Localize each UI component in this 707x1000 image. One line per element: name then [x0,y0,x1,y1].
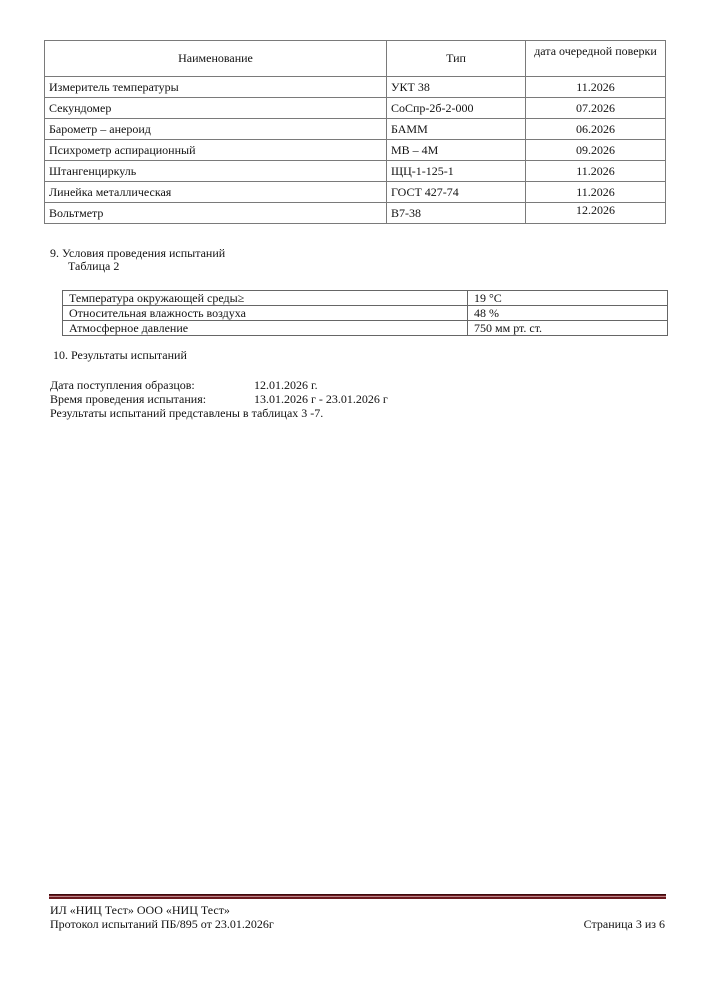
table-row [45,182,666,203]
equipment-type: МВ – 4М [387,140,526,161]
table-row [63,291,668,306]
equipment-type: УКТ 38 [387,77,526,98]
footer-protocol: Протокол испытаний ПБ/895 от 23.01.2026г [50,917,274,931]
condition-value: 48 % [468,306,668,321]
header-name: Наименование [45,41,387,77]
table-row [45,119,666,140]
verification-date: 11.2026 [526,161,666,182]
footer-page-number: Страница 3 из 6 [583,917,665,931]
condition-value: 750 мм рт. ст. [468,321,668,336]
verification-date: 09.2026 [526,140,666,161]
condition-label: Атмосферное давление [63,321,468,336]
equipment-type: СоСпр-2б-2-000 [387,98,526,119]
table-row [45,140,666,161]
header-verification-date: дата очередной поверки [526,41,666,77]
condition-label: Температура окружающей среды≥ [63,291,468,306]
results-note: Результаты испытаний представлены в таблицах 3 -7. [50,406,324,420]
section-9-heading: 9. Условия проведения испытаний [50,246,226,260]
table-row [63,306,668,321]
header-type: Тип [387,41,526,77]
condition-label: Относительная влажность воздуха [63,306,468,321]
table-row [45,98,666,119]
test-period-label: Время проведения испытания: [50,392,207,406]
verification-date: 07.2026 [526,98,666,119]
verification-date: 11.2026 [526,77,666,98]
table-row [45,77,666,98]
equipment-type: ГОСТ 427-74 [387,182,526,203]
receipt-date-value: 12.01.2026 г. [254,378,318,392]
footer-organization: ИЛ «НИЦ Тест» ООО «НИЦ Тест» [50,903,230,917]
receipt-date-label: Дата поступления образцов: [50,378,195,392]
table-row [45,161,666,182]
equipment-type: ЩЦ-1-125-1 [387,161,526,182]
verification-date: 12.2026 [526,203,666,224]
verification-date: 11.2026 [526,182,666,203]
equipment-type: БАММ [387,119,526,140]
equipment-name: Измеритель температуры [45,77,387,98]
equipment-type: В7-38 [387,203,526,224]
table-header-row [45,41,666,77]
equipment-table [44,40,666,224]
conditions-table [62,290,668,336]
table-2-caption: Таблица 2 [68,259,120,273]
test-period-value: 13.01.2026 г - 23.01.2026 г [254,392,388,406]
equipment-name: Вольтметр [45,203,387,224]
table-row [45,203,666,224]
equipment-name: Штангенциркуль [45,161,387,182]
equipment-name: Линейка металлическая [45,182,387,203]
condition-value: 19 °C [468,291,668,306]
verification-date: 06.2026 [526,119,666,140]
footer-divider [49,894,666,899]
table-row [63,321,668,336]
equipment-name: Секундомер [45,98,387,119]
equipment-name: Психрометр аспирационный [45,140,387,161]
section-10-heading: 10. Результаты испытаний [53,348,187,362]
equipment-name: Барометр – анероид [45,119,387,140]
